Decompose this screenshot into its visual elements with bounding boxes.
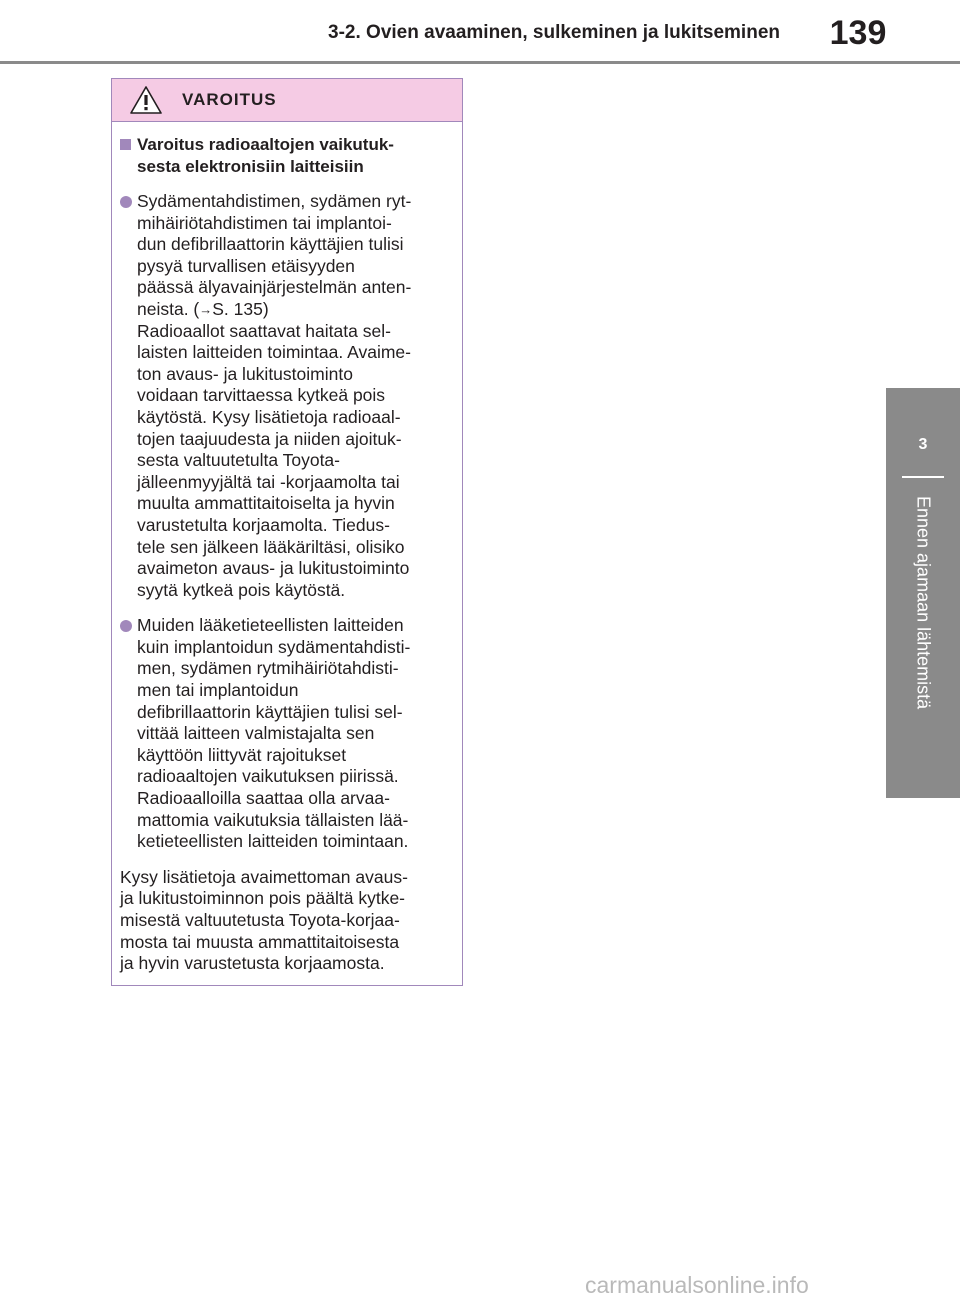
- warning-title: VAROITUS: [182, 90, 277, 109]
- arrow-right-icon: →: [199, 301, 213, 317]
- closing-paragraph: Kysy lisätietoja avaimettoman avaus- ja lukitustoiminnon pois päältä kytke- misestä valtuutetusta Toyota-korjaa- mosta tai muusta ammattitaitoisesta ja hyvin varustetusta korjaamosta.: [120, 866, 408, 974]
- square-bullet-icon: [120, 139, 131, 150]
- bullet-text-pacemaker: [137, 191, 411, 601]
- bullet-text-medical-devices: Muiden lääketieteellisten laitteiden kuin implantoidun sydämentahdisti- men, sydämen rytmihäiriötahdisti- men tai implantoidun defibrillaattorin käyttäjien tulisi sel- vittää laitteen valmistajalta sen käyttöön liittyvät rajoitukset radioaaltojen vaikutuksen piirissä. Radioaalloilla saattaa olla arvaa- mattomia vaikutuksia tällaisten lää- ketieteellisten laitteiden toimintaan.: [137, 615, 411, 852]
- chapter-tab: [886, 388, 960, 798]
- warning-heading-text: Varoitus radioaaltojen vaikutuk- sesta elektronisiin laitteisiin: [137, 135, 394, 176]
- circle-bullet-icon: [120, 620, 132, 632]
- warning-content: [112, 122, 462, 975]
- list-item: [120, 191, 448, 601]
- chapter-number: 3: [918, 436, 928, 453]
- header-divider: [0, 61, 960, 64]
- circle-bullet-icon: [120, 196, 132, 208]
- bullet-text-part: Sydämentahdistimen, sydämen ryt- mihäiriötahdistimen tai implantoi- dun defibrillaattorin käyttäjien tulisi pysyä turvallisen etäisyyden päässä älyavainjärjestelmän anten- neista. (: [137, 191, 412, 319]
- list-item: [120, 615, 448, 853]
- chapter-title: Ennen ajamaan lähtemistä: [913, 496, 934, 710]
- chapter-tab-divider: [902, 476, 944, 478]
- page-reference-link: S. 135) Radioaallot saattavat haitata sel- laisten laitteiden toimintaa. Avaime- ton avaus- ja lukitustoiminto voidaan tarvittaessa kytkeä pois käytöstä. Kysy lisätietoja radioaal- tojen taajuudesta ja niiden ajoituk- sesta valtuutetulta Toyota- jälleenmyyjältä tai -korjaamolta tai muulta ammattitaitoiselta ja hyvin varustetulta korjaamolta. Tiedus- tele sen jälkeen lääkäriltäsi, olisiko avaimeton avaus- ja lukitustoiminto syytä kytkeä pois käytöstä.: [137, 298, 411, 600]
- warning-header: [112, 79, 462, 122]
- warning-heading: [120, 134, 448, 177]
- warning-box: [111, 78, 463, 986]
- watermark: carmanualsonline.info: [585, 1272, 809, 1298]
- warning-triangle-icon: [130, 86, 162, 119]
- section-title: 3-2. Ovien avaaminen, sulkeminen ja lukitseminen: [328, 22, 780, 43]
- page-number: 139: [829, 14, 887, 52]
